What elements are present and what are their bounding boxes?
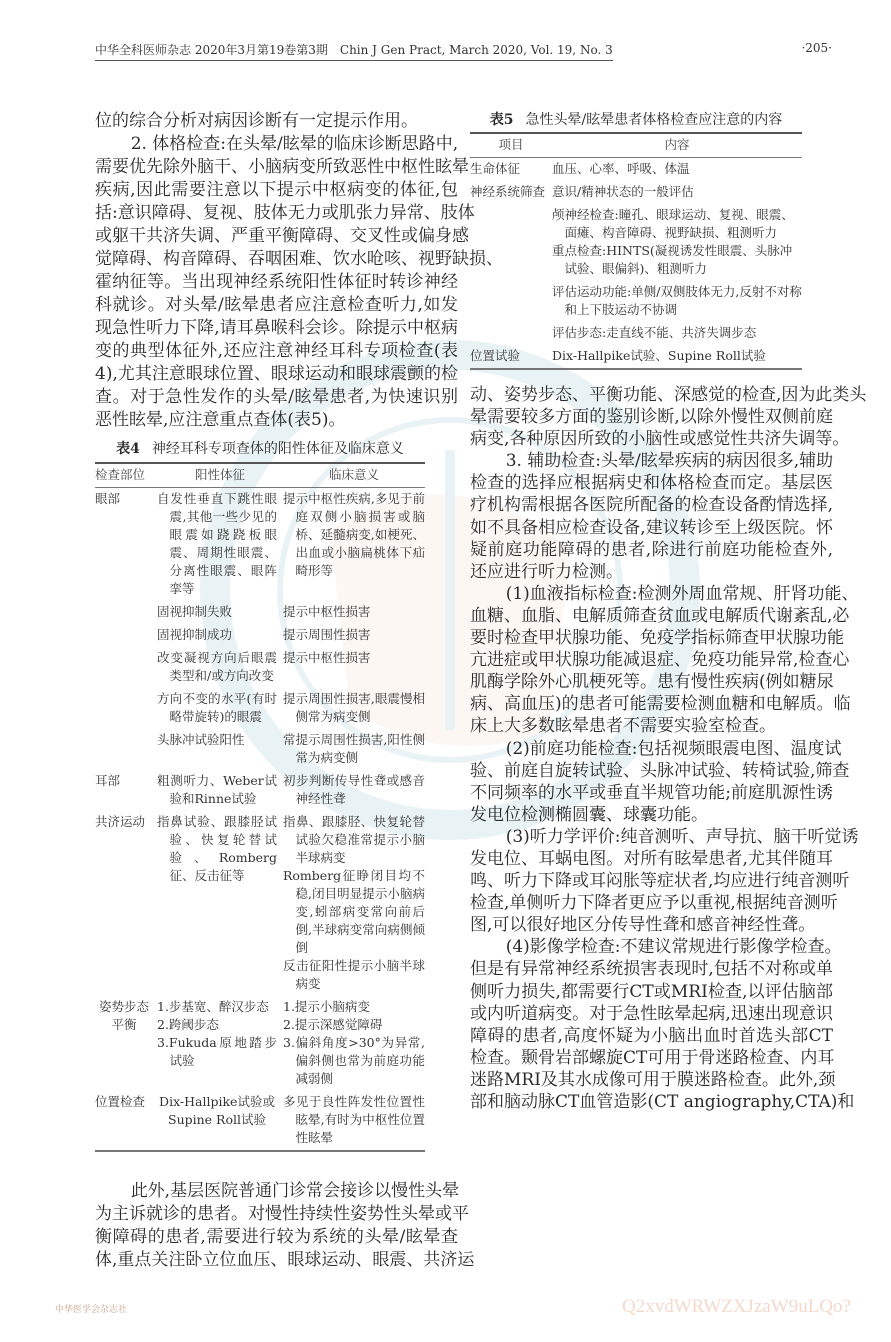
paragraph — [95, 110, 458, 133]
paragraph — [95, 1180, 475, 1272]
text-line: (2)前庭功能检查:包括视频眼震电图、温度试 — [505, 738, 842, 759]
table-row — [95, 811, 425, 996]
text-line: 需要优先除外脑干、小脑病变所致恶性中枢性眩晕 — [95, 157, 469, 177]
positive-sign-cell — [157, 1091, 283, 1151]
text-line: 亢进症或甲状腺功能减退症、免疫功能异常,检查心 — [470, 650, 850, 671]
paragraph — [470, 450, 833, 583]
text-line: 3. 辅助检查:头晕/眩晕疾病的病因很多,辅助 — [505, 451, 834, 472]
text-line: 疑前庭功能障碍的患者,除进行前庭功能检查外, — [470, 539, 833, 560]
table-row — [95, 624, 425, 647]
text-line: 此外,基层医院普通门诊常会接诊以慢性头晕 — [130, 1181, 460, 1201]
table4 — [95, 462, 425, 1152]
text-line: 恶性眩晕,应注意重点查体(表5)。 — [95, 410, 346, 430]
table4-title: 神经耳科专项查体的阳性体征及临床意义 — [151, 441, 404, 457]
cell-text: Romberg征睁闭目均不稳,闭目明显提示小脑病变,蚓部病变常向前后倒,半球病变常向病侧倾倒 — [283, 868, 425, 955]
text-line: 位的综合分析对病因诊断有一定提示作用。 — [95, 111, 418, 131]
page-footer — [55, 1296, 851, 1322]
table5-header: 内容 — [552, 133, 802, 158]
text-line: 还应进行听力检测。 — [470, 561, 623, 582]
cell-text: 改变凝视方向后眼震类型和/或方向改变 — [157, 650, 277, 683]
content-cell — [552, 345, 802, 369]
table-row — [95, 1091, 425, 1151]
cell-text: 初步判断传导性聋或感音神经性聋 — [283, 773, 425, 806]
exam-site-cell — [95, 624, 157, 647]
text-line: 侧听力损失,都需要行CT或MRI检查,以评估脑部 — [470, 981, 833, 1002]
text-line: 衡障碍的患者,需要进行较为系统的头晕/眩晕查 — [95, 1227, 458, 1247]
positive-sign-cell — [157, 770, 283, 811]
exam-site-cell — [95, 729, 157, 770]
text-line: 检查的选择应根据病史和体格检查而定。基层医 — [470, 473, 833, 494]
item-cell — [470, 281, 552, 322]
positive-sign-cell — [157, 729, 283, 770]
cell-text: 意识/精神状态的一般评估 — [552, 184, 694, 199]
text-line: 为主诉就诊的患者。对慢性持续性姿势性头晕或平 — [95, 1204, 469, 1224]
cell-text: 3.Fukuda原地踏步试验 — [157, 1035, 277, 1068]
cell-text: Dix-Hallpike试验、Supine Roll试验 — [552, 348, 766, 363]
positive-sign-cell — [157, 996, 283, 1091]
cell-text: 提示中枢性损害 — [283, 604, 371, 619]
positive-sign-cell — [157, 688, 283, 729]
paragraph — [470, 936, 855, 1113]
text-line: 4),尤其注意眼球位置、眼球运动和眼球震颤的检 — [95, 364, 458, 384]
text-line: 觉障碍、构音障碍、吞咽困难、饮水呛咳、视野缺损、 — [95, 249, 503, 269]
text-line: 床上大多数眩晕患者不需要实验室检查。 — [470, 716, 776, 737]
cell-text: 提示周围性损害,眼震慢相侧常为病变侧 — [283, 691, 425, 724]
text-line: 晕需要较多方面的鉴别诊断,以除外慢性双侧前庭 — [470, 407, 833, 428]
table-row — [470, 158, 802, 182]
table-row — [95, 688, 425, 729]
clinical-meaning-cell — [283, 811, 425, 996]
text-line: 如不具备相应检查设备,建议转诊至上级医院。怀 — [470, 517, 833, 538]
text-line: 变的典型体征外,还应注意神经耳科专项检查(表 — [95, 341, 458, 361]
table-row — [470, 204, 802, 281]
cell-text: 固视抑制成功 — [157, 627, 233, 642]
right-column — [470, 110, 867, 1113]
table5-caption — [470, 110, 802, 130]
text-line: (4)影像学检查:不建议常规进行影像学检查。 — [505, 937, 842, 958]
clinical-meaning-cell — [283, 647, 425, 688]
clinical-meaning-cell — [283, 770, 425, 811]
table5-header: 项目 — [470, 133, 552, 158]
item-cell — [470, 204, 552, 281]
table-row — [470, 181, 802, 204]
table4-header: 检查部位 — [95, 463, 157, 488]
item-cell: 生命体征 — [470, 161, 521, 176]
table5-label: 表5 — [489, 112, 514, 128]
text-line: (3)听力学评价:纯音测听、声导抗、脑干听觉诱 — [505, 826, 859, 847]
cell-text: 血压、心率、呼吸、体温 — [552, 161, 690, 176]
cell-text: 指鼻试验、跟膝胫试验、快复轮替试验、Romberg征、反击征等 — [157, 814, 277, 883]
text-line: 检查,单侧听力下降者更应予以重视,根据纯音测听 — [470, 893, 838, 914]
clinical-meaning-cell — [283, 601, 425, 624]
cell-text: 3.偏斜角度>30°为异常,偏斜侧也常为前庭功能减弱侧 — [283, 1035, 425, 1086]
table4-header: 临床意义 — [283, 463, 425, 488]
exam-site-cell: 共济运动 — [95, 814, 146, 829]
cell-text: 粗测听力、Weber试验和Rinne试验 — [157, 773, 277, 806]
table4-caption — [95, 439, 425, 459]
text-line: 病变,各种原因所致的小脑性或感觉性共济失调等。 — [470, 429, 850, 450]
text-line: 现急性听力下降,请耳鼻喉科会诊。除提示中枢病 — [95, 318, 458, 338]
cell-text: 常提示周围性损害,阳性侧常为病变侧 — [283, 732, 425, 765]
cell-text: 1.提示小脑病变 — [283, 999, 370, 1014]
content-cell — [552, 204, 802, 281]
table-row — [95, 770, 425, 811]
cell-text: 多见于良性阵发性位置性眩晕,有时为中枢性位置性眩晕 — [283, 1094, 425, 1145]
content-cell — [552, 158, 802, 182]
table-row — [470, 345, 802, 369]
right-column-text — [470, 384, 867, 1113]
cell-text: 提示中枢性疾病,多见于前庭双侧小脑损害或脑桥、延髓病变,如梗死、出血或小脑扁桃体下疝畸形等 — [283, 491, 425, 578]
paragraph — [470, 826, 859, 936]
content-cell — [552, 181, 802, 204]
table5 — [470, 132, 802, 370]
page-number: ·205· — [801, 41, 832, 55]
text-line: 验、前庭自旋转试验、头脉冲试验、转椅试验,筛查 — [470, 760, 850, 781]
paragraph — [470, 384, 867, 450]
text-line: 检查。颞骨岩部螺旋CT可用于骨迷路检查、内耳 — [470, 1047, 835, 1068]
clinical-meaning-cell — [283, 1091, 425, 1151]
positive-sign-cell — [157, 647, 283, 688]
cell-text: 指鼻、跟膝胫、快复轮替试验欠稳准常提示小脑半球病变 — [283, 814, 425, 865]
text-line: 障碍的患者,高度怀疑为小脑出血时首选头部CT — [470, 1025, 833, 1046]
table4-header: 阳性体征 — [157, 463, 283, 488]
cell-text: 颅神经检查:瞳孔、眼球运动、复视、眼震、面瘫、构音障碍、视野缺损、粗测听力 — [552, 207, 794, 240]
text-line: 动、姿势步态、平衡功能、深感觉的检查,因为此类头 — [470, 385, 867, 405]
positive-sign-cell — [157, 811, 283, 996]
text-line: 查。对于急性发作的头晕/眩晕患者,为快速识别 — [95, 387, 458, 407]
exam-site-cell — [95, 647, 157, 688]
cell-text: Dix-Hallpike试验或 — [159, 1094, 275, 1109]
table-row — [470, 322, 802, 345]
text-line: 或内听道病变。对于急性眩晕起病,迅速出现意识 — [470, 1003, 833, 1024]
clinical-meaning-cell — [283, 996, 425, 1091]
exam-site-cell — [95, 688, 157, 729]
exam-site-cell: 眼部 — [95, 491, 121, 506]
text-line: 疾病,因此需要注意以下提示中枢病变的体征,包 — [95, 180, 458, 200]
cell-text: 重点检查:HINTS(凝视诱发性眼震、头脉冲试验、眼偏斜)、粗测听力 — [552, 243, 793, 276]
cell-text: 评估运动功能:单侧/双侧肢体无力,反射不对称和上下肢运动不协调 — [552, 284, 802, 317]
clinical-meaning-cell — [283, 729, 425, 770]
table-row — [95, 488, 425, 602]
table-row — [95, 996, 425, 1091]
clinical-meaning-cell — [283, 688, 425, 729]
cell-text: 提示中枢性损害 — [283, 650, 371, 665]
text-line: 科就诊。对头晕/眩晕患者应注意检查听力,如发 — [95, 295, 458, 315]
publisher-logo: 中华医学会杂志社 — [55, 1305, 128, 1315]
cell-text: 头脉冲试验阳性 — [157, 732, 245, 747]
cell-text: 2.跨阈步态 — [157, 1017, 219, 1032]
text-line: 图,可以很好地区分传导性聋和感音神经性聋。 — [470, 915, 816, 936]
item-cell: 神经系统筛查 — [470, 184, 546, 199]
text-line: 体,重点关注卧立位血压、眼球运动、眼震、共济运 — [95, 1250, 475, 1270]
text-line: 要时检查甲状腺功能、免疫学指标筛查甲状腺功能 — [470, 628, 844, 649]
item-cell: 位置试验 — [470, 348, 521, 363]
table4-label: 表4 — [116, 441, 140, 457]
text-line: 肌酶学除外心肌梗死等。患有慢性疾病(例如糖尿 — [470, 672, 834, 693]
text-line: 疗机构需根据各医院所配备的检查设备酌情选择, — [470, 495, 833, 516]
text-line: 血糖、血脂、电解质筛查贫血或电解质代谢紊乱,必 — [470, 605, 850, 626]
clinical-meaning-cell — [283, 488, 425, 602]
exam-site-cell: 耳部 — [95, 773, 121, 788]
journal-citation: 中华全科医师杂志 2020年3月第19卷第3期 Chin J Gen Pract, March 2020, Vol. 19, No. 3 — [95, 41, 613, 61]
table-row — [95, 729, 425, 770]
text-line: 发电位检测椭圆囊、球囊功能。 — [470, 804, 708, 825]
cell-text: 评估步态:走直线不能、共济失调步态 — [552, 325, 757, 340]
content-cell — [552, 322, 802, 345]
text-line: 2. 体格检查:在头晕/眩晕的临床诊断思路中, — [130, 134, 459, 154]
two-column-body — [95, 110, 867, 1272]
positive-sign-cell — [157, 624, 283, 647]
positive-sign-cell — [157, 488, 283, 602]
cell-text: 自发性垂直下跳性眼震,其他一些少见的眼震如跷跷板眼震、周期性眼震、分离性眼震、眼阵挛等 — [157, 491, 277, 596]
cell-text: 2.提示深感觉障碍 — [283, 1017, 383, 1032]
cell-text: 方向不变的水平(有时略带旋转)的眼震 — [157, 691, 277, 724]
running-header — [95, 41, 832, 61]
text-line: 或躯干共济失调、严重平衡障碍、交叉性或偏身感 — [95, 226, 469, 246]
positive-sign-cell — [157, 601, 283, 624]
exam-site-cell — [95, 601, 157, 624]
table-row — [95, 647, 425, 688]
exam-site-cell: 位置检查 — [95, 1094, 146, 1109]
text-line: 病、高血压)的患者可能需要检测血糖和电解质。临 — [470, 694, 851, 715]
item-cell — [470, 322, 552, 345]
table5-title: 急性头晕/眩晕患者体格检查应注意的内容 — [525, 112, 783, 128]
cell-text: Supine Roll试验 — [168, 1112, 266, 1127]
content-cell — [552, 281, 802, 322]
exam-site-cell: 姿势步态平衡 — [98, 999, 149, 1032]
text-line: 鸣、听力下降或耳闷胀等症状者,均应进行纯音测听 — [470, 871, 850, 892]
table-row — [95, 601, 425, 624]
text-line: 括:意识障碍、复视、肢体无力或肌张力异常、肢体 — [95, 203, 475, 223]
table-row — [470, 281, 802, 322]
text-line: 不同频率的水平或垂直半规管功能;前庭肌源性诱 — [470, 782, 833, 803]
text-line: 发电位、耳蜗电图。对所有眩晕患者,尤其伴随耳 — [470, 848, 833, 869]
text-line: (1)血液指标检查:检测外周血常规、肝肾功能、 — [505, 583, 859, 604]
watermark-code: Q2xvdWRWZXJzaW9uLQo? — [622, 1296, 851, 1317]
text-line: 霍纳征等。当出现神经系统阳性体征时转诊神经 — [95, 272, 458, 292]
paragraph — [470, 583, 859, 738]
left-column-bottom-text — [95, 1180, 475, 1272]
text-line: 但是有异常神经系统损害表现时,包括不对称或单 — [470, 959, 833, 980]
cell-text: 固视抑制失败 — [157, 604, 233, 619]
text-line: 部和脑动脉CT血管造影(CT angiography,CTA)和 — [470, 1092, 855, 1112]
cell-text: 提示周围性损害 — [283, 627, 371, 642]
text-line: 迷路MRI及其水成像可用于膜迷路检查。此外,颈 — [470, 1069, 836, 1090]
cell-text: 反击征阳性提示小脑半球病变 — [283, 958, 425, 991]
cell-text: 1.步基宽、醉汉步态 — [157, 999, 269, 1014]
clinical-meaning-cell — [283, 624, 425, 647]
paragraph — [470, 738, 850, 826]
